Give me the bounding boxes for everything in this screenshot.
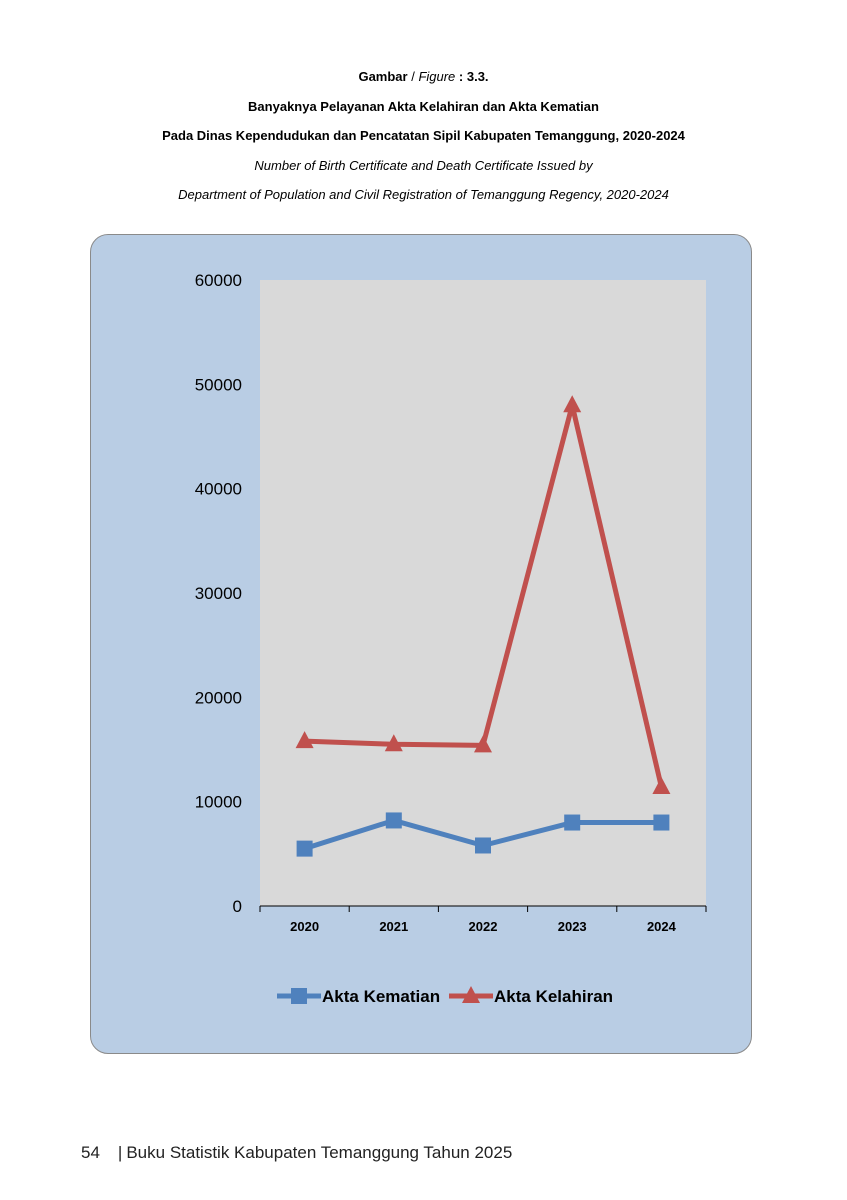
data-point-akta-kematian [297,841,313,857]
plot-area [260,280,706,906]
legend-label-akta-kematian: Akta Kematian [322,987,441,1006]
caption-title-en-line1: Number of Birth Certificate and Death Certificate Issued by [254,157,593,173]
caption-number: : 3.3. [455,69,489,84]
data-point-akta-kematian [386,812,402,828]
y-tick-label: 50000 [194,375,242,395]
y-tick-label: 30000 [194,584,242,603]
data-point-akta-kematian [475,837,491,853]
x-tick-label: 2020 [290,919,320,934]
data-point-akta-kematian [653,815,669,831]
figure-caption [0,62,847,210]
page-footer [81,1143,512,1163]
footer-separator: | [117,1143,123,1162]
caption-slash: / [407,69,419,84]
x-tick-label: 2024 [646,919,676,934]
caption-figure-number [0,62,847,92]
y-tick-label: 40000 [194,479,242,499]
x-tick-label: 2023 [557,919,587,934]
page-number: 54 [81,1143,100,1162]
data-point-akta-kematian [564,815,580,831]
legend-marker-akta-kematian [291,988,307,1004]
caption-figure: Figure [418,69,456,84]
line-chart [91,235,751,1053]
y-tick-label: 10000 [194,792,242,812]
caption-title-id-line2: Pada Dinas Kependudukan dan Pencatatan Sipil Kabupaten Temanggung, 2020-2024 [162,128,685,143]
book-title: Buku Statistik Kabupaten Temanggung Tahun 2025 [126,1143,513,1162]
legend-label-akta-kelahiran: Akta Kelahiran [494,987,614,1006]
caption-title-id-line1: Banyaknya Pelayanan Akta Kelahiran dan Akta Kematian [248,98,599,114]
x-tick-label: 2022 [468,919,498,934]
caption-title-en-line2: Department of Population and Civil Registration of Temanggung Regency, 2020-2024 [178,187,669,202]
y-tick-label: 0 [232,897,242,916]
y-tick-label: 20000 [194,688,242,708]
y-tick-label: 60000 [194,271,242,290]
x-tick-label: 2021 [379,919,409,934]
chart-panel [90,234,752,1054]
caption-gambar: Gambar [358,69,408,84]
